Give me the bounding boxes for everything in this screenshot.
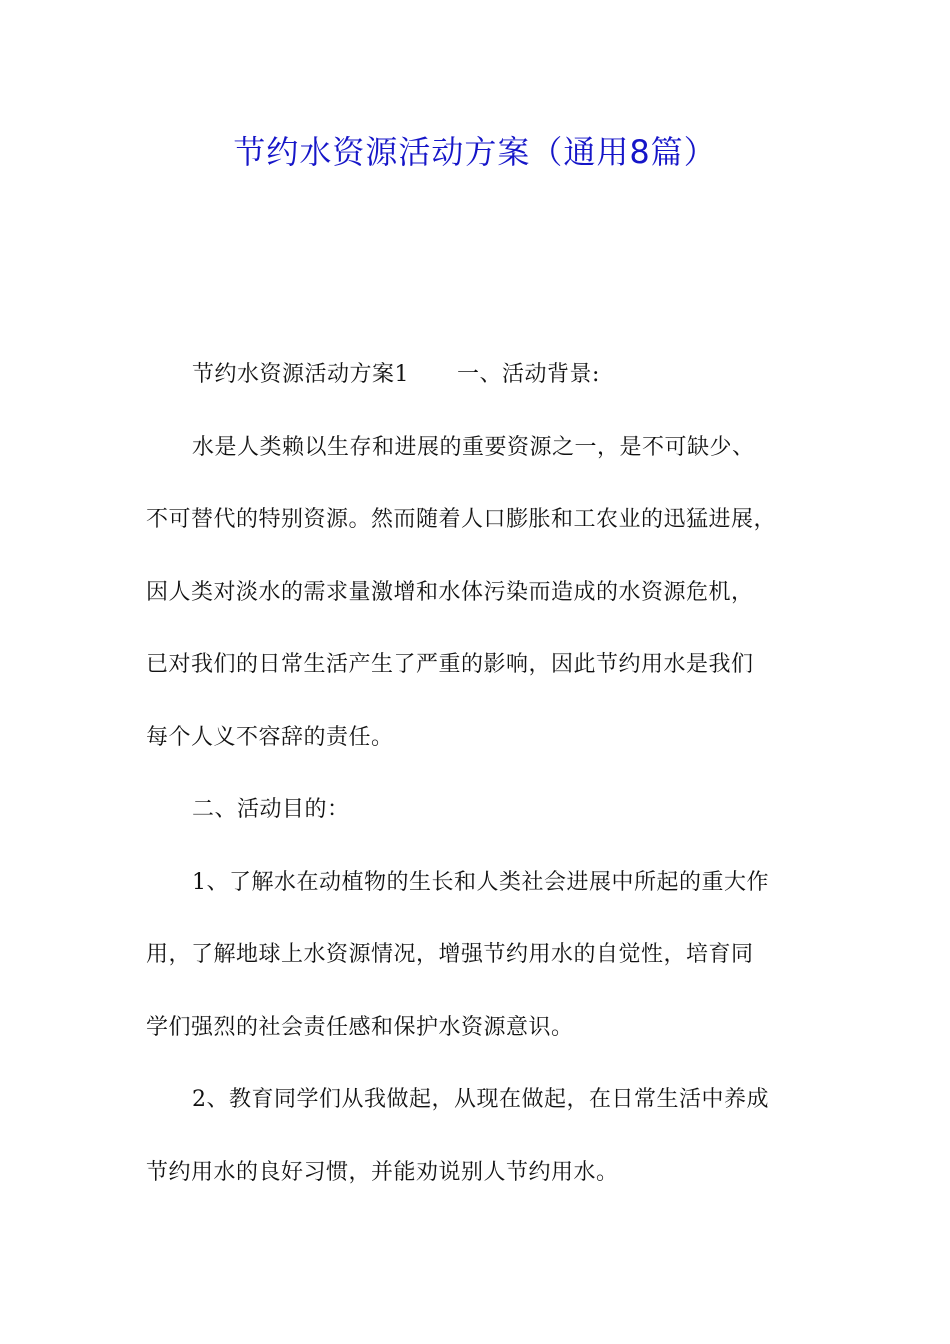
section-heading-purpose: 二、活动目的： <box>192 797 350 822</box>
document-title: 节约水资源活动方案（通用8篇） <box>233 133 717 171</box>
document-body <box>146 339 822 1209</box>
paragraph-line-6: 每个人义不容辞的责任。 <box>146 724 394 750</box>
section-heading-background: 一、活动背景: <box>457 362 600 387</box>
paragraph-line-4: 因人类对淡水的需求量激增和水体污染而造成的水资源危机， <box>146 579 754 605</box>
paragraph-line-11: 2、教育同学们从我做起，从现在做起，在日常生活中养成 <box>192 1087 769 1112</box>
paragraph-line-12: 节约用水的良好习惯，并能劝说别人节约用水。 <box>146 1159 619 1185</box>
paragraph-line-2: 水是人类赖以生存和进展的重要资源之一，是不可缺少、 <box>192 434 755 460</box>
paragraph-line-3: 不可替代的特别资源。然而随着人口膨胀和工农业的迅猛进展， <box>146 507 777 532</box>
paragraph-line-9: 用，了解地球上水资源情况，增强节约用水的自觉性，培育同 <box>146 942 754 967</box>
section-heading-plan-1: 节约水资源活动方案1 <box>192 362 409 387</box>
paragraph-line-10: 学们强烈的社会责任感和保护水资源意识。 <box>146 1014 574 1040</box>
paragraph-line-8: 1、了解水在动植物的生长和人类社会进展中所起的重大作 <box>192 869 769 895</box>
paragraph-line-5: 已对我们的日常生活产生了严重的影响，因此节约用水是我们 <box>146 652 754 677</box>
paragraph-line-1 <box>146 339 822 412</box>
